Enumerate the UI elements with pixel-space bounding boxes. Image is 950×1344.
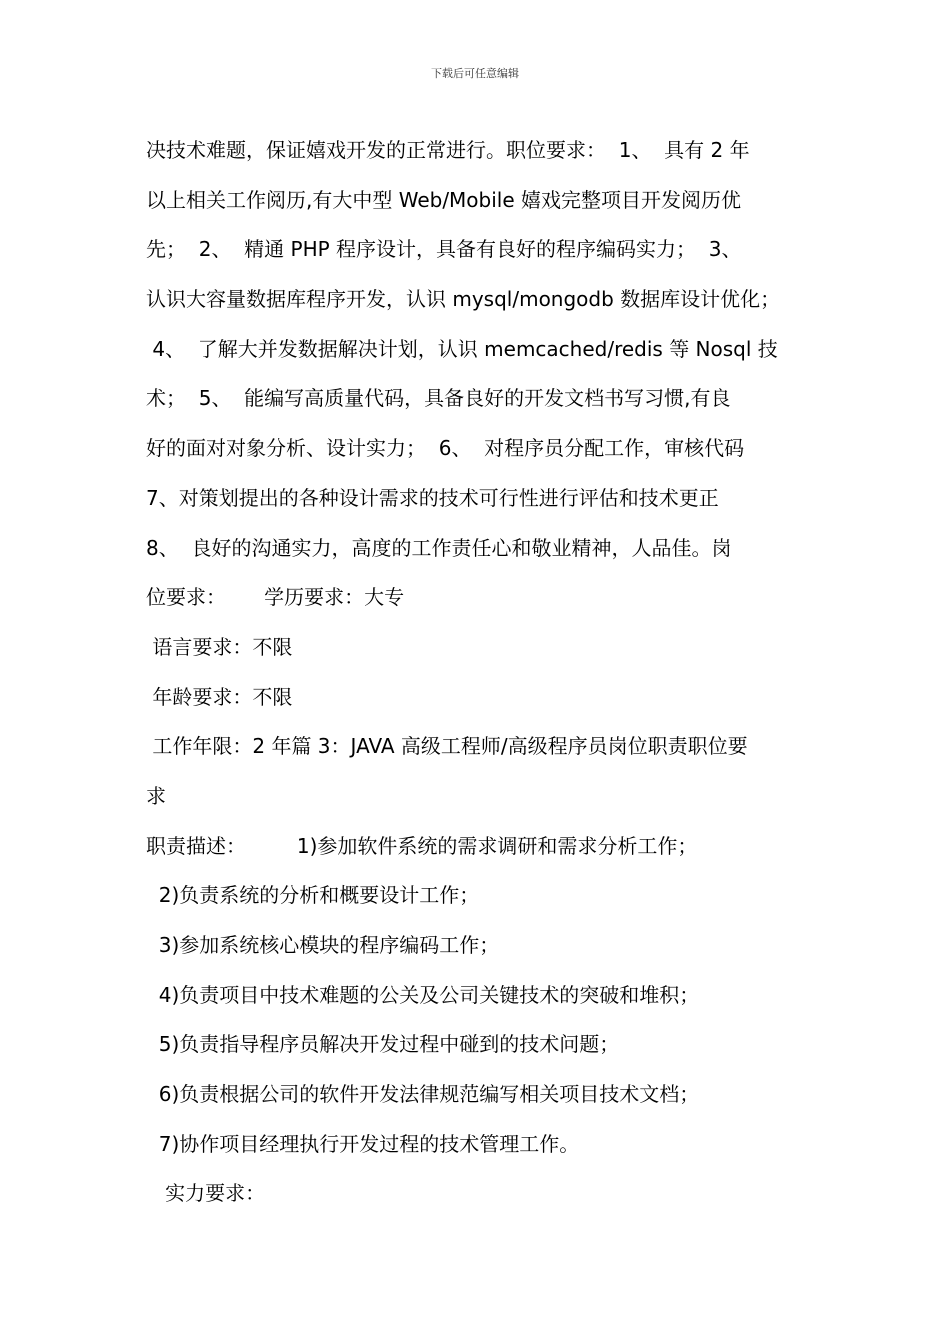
text-line: 6)负责根据公司的软件开发法律规范编写相关项目技术文档； — [146, 1082, 700, 1107]
page-header: 下载后可任意编辑 — [431, 67, 519, 80]
text-line: 位要求： 学历要求：大专 — [146, 585, 405, 610]
text-line: 好的面对对象分析、设计实力； 6、 对程序员分配工作，审核代码 — [146, 436, 745, 461]
text-line: 年龄要求：不限 — [146, 684, 293, 709]
text-line: 4、 了解大并发数据解决计划，认识 memcached/redis 等 Nosql 技 — [146, 336, 778, 361]
text-line: 职责描述： 1)参加软件系统的需求调研和需求分析工作； — [146, 833, 698, 858]
text-line: 语言要求：不限 — [146, 634, 293, 659]
text-line: 7、对策划提出的各种设计需求的技术可行性进行评估和技术更正 — [146, 485, 719, 510]
text-line: 以上相关工作阅历,有大中型 Web/Mobile 嬉戏完整项目开发阅历优 — [146, 187, 742, 212]
text-line: 实力要求： — [146, 1181, 266, 1206]
text-line: 先； 2、 精通 PHP 程序设计，具备有良好的程序编码实力； 3、 — [146, 237, 742, 262]
document-body — [146, 126, 826, 1219]
text-line: 工作年限：2 年篇 3：JAVA 高级工程师/高级程序员岗位职责职位要 — [146, 734, 748, 759]
text-line: 7)协作项目经理执行开发过程的技术管理工作。 — [146, 1131, 580, 1156]
text-line: 认识大容量数据库程序开发，认识 mysql/mongodb 数据库设计优化； — [146, 287, 781, 312]
text-line: 4)负责项目中技术难题的公关及公司关键技术的突破和堆积； — [146, 982, 700, 1007]
text-line: 术； 5、 能编写高质量代码，具备良好的开发文档书写习惯,有良 — [146, 386, 731, 411]
text-line: 3)参加系统核心模块的程序编码工作； — [146, 933, 500, 957]
text-line: 求 — [146, 783, 166, 808]
text-line: 决技术难题，保证嬉戏开发的正常进行。职位要求： 1、 具有 2 年 — [146, 138, 750, 162]
text-line: 2)负责系统的分析和概要设计工作； — [146, 883, 480, 908]
text-line: 5)负责指导程序员解决开发过程中碰到的技术问题； — [146, 1032, 620, 1057]
text-line: 8、 良好的沟通实力，高度的工作责任心和敬业精神，人品佳。岗 — [146, 535, 732, 560]
